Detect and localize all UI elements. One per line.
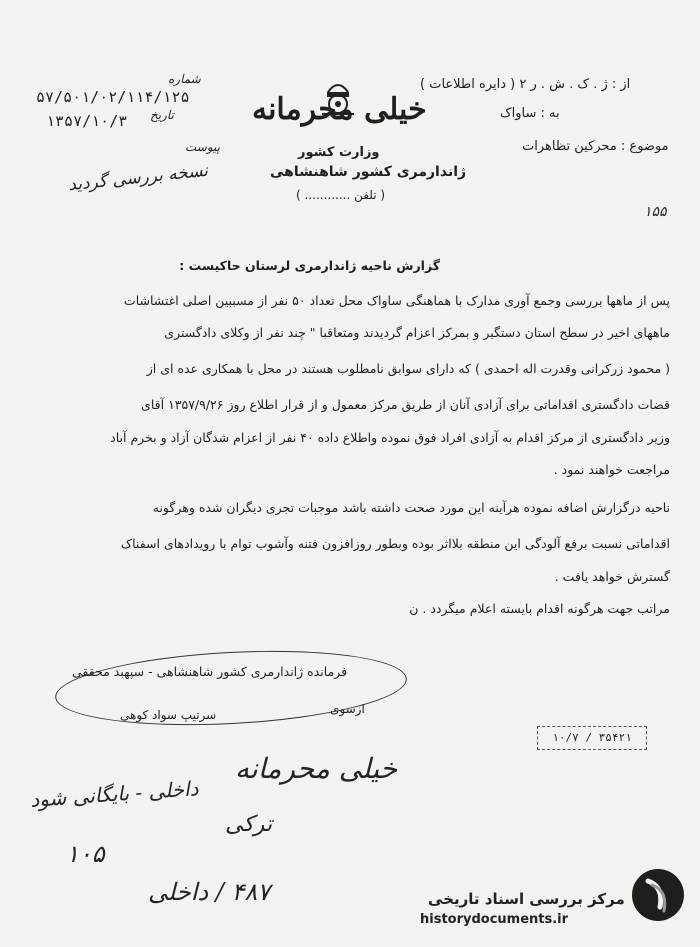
signature-line-2: سرتیپ سواد کوهی — [120, 708, 217, 722]
document-date: ۱۳۵۷/۱۰/۳ — [46, 112, 128, 130]
margin-mark: ۱۵۵ — [644, 204, 667, 220]
handwritten-number-1: ۱۰۵ — [66, 840, 105, 868]
signature-line-1: فرمانده ژاندارمری کشور شاهنشاهی - سپهبد محققی — [72, 664, 348, 679]
from-label: ازسوی — [330, 702, 365, 716]
recipient-line: به : ساواک — [500, 106, 560, 121]
body-line-7: مراجعت خواهند نمود . — [553, 462, 670, 477]
body-line-8: ناحیه درگزارش اضافه نموده هرآینه این مورد صحت داشته باشد موجبات تجری دیگران شده وهرگونه — [152, 500, 670, 515]
body-line-3: ماههای اخیر در سطح استان دستگیر و بمرکز اعزام گردیدند ومتعاقبا " چند نفر از وکلای دادگستری — [164, 325, 670, 340]
subject-line: موضوع : محرکین تظاهرات — [522, 139, 669, 154]
watermark-url: historydocuments.ir — [420, 912, 569, 927]
handwritten-note-1: داخلی - بایگانی شود — [29, 776, 200, 812]
body-line-6: وزیر دادگستری از مرکز اقدام به آزادی افراد فوق نموده واطلاع داده ۴۰ نفر از اعزام شدگان آزاد و بخرم آباد — [110, 430, 670, 445]
body-line-2: پس از ماهها بررسی وجمع آوری مدارک با هماهنگی ساواک محل تعداد ۵۰ نفر از مسببین اصلی اغتشاشات — [123, 293, 670, 308]
body-line-9: اقداماتی نسبت برفع آلودگی این منطقه بلااثر بوده وبطور روزافزون فتنه وآشوب توام با رویدادهای اسفناک — [120, 536, 670, 551]
ministry-name: وزارت کشور — [298, 145, 380, 160]
signature-oval — [53, 643, 408, 733]
body-line-5: قضات دادگستری اقداماتی برای آزادی آنان از طریق مرکز معمول و از قرار اطلاع روز ۱۳۵۷/۹/۲۶ آقای — [141, 397, 670, 412]
body-line-4: ( محمود زرکرانی وقدرت اله احمدی ) که دارای سوابق نامطلوب هستند در محل با همکاری عده ای از — [146, 361, 670, 376]
date-label: تاریخ — [150, 108, 174, 122]
handwritten-note-2: ترکی — [225, 812, 273, 837]
watermark-title: مرکز بررسی اسناد تاریخی — [428, 890, 625, 908]
document-number: ۵۷/۵۰۱/۰۲/۱۱۴/۱۲۵ — [36, 88, 190, 106]
history-documents-logo-icon — [630, 867, 686, 923]
registration-stamp: ۳۵۴۲۱ / ۱۰/۷ — [537, 726, 647, 750]
from-line: از : ژ . ک . ش . ر ۲ ( دایره اطلاعات ) — [420, 77, 631, 92]
body-line-1: گزارش ناحیه ژاندارمری لرستان حاکیست : — [179, 258, 440, 273]
phone-label: ( تلفن ............ ) — [296, 188, 386, 202]
handwritten-classification: خیلی محرمانه — [235, 752, 398, 785]
number-label: شماره — [168, 72, 201, 86]
handwritten-number-2: ۴۸۷ / داخلی — [148, 878, 271, 906]
body-line-10: گسترش خواهد یافت . — [554, 569, 670, 584]
attachment-label: پیوست — [185, 140, 220, 154]
gendarmerie-name: ژاندارمری کشور شاهنشاهی — [270, 164, 467, 180]
body-line-11: مراتب جهت هرگونه اقدام بایسته اعلام میگردد . ن — [409, 601, 670, 616]
classification-stamp: خیلی محرمانه — [252, 92, 427, 127]
handwritten-note-top: نسخه بررسی گردید — [67, 160, 209, 196]
